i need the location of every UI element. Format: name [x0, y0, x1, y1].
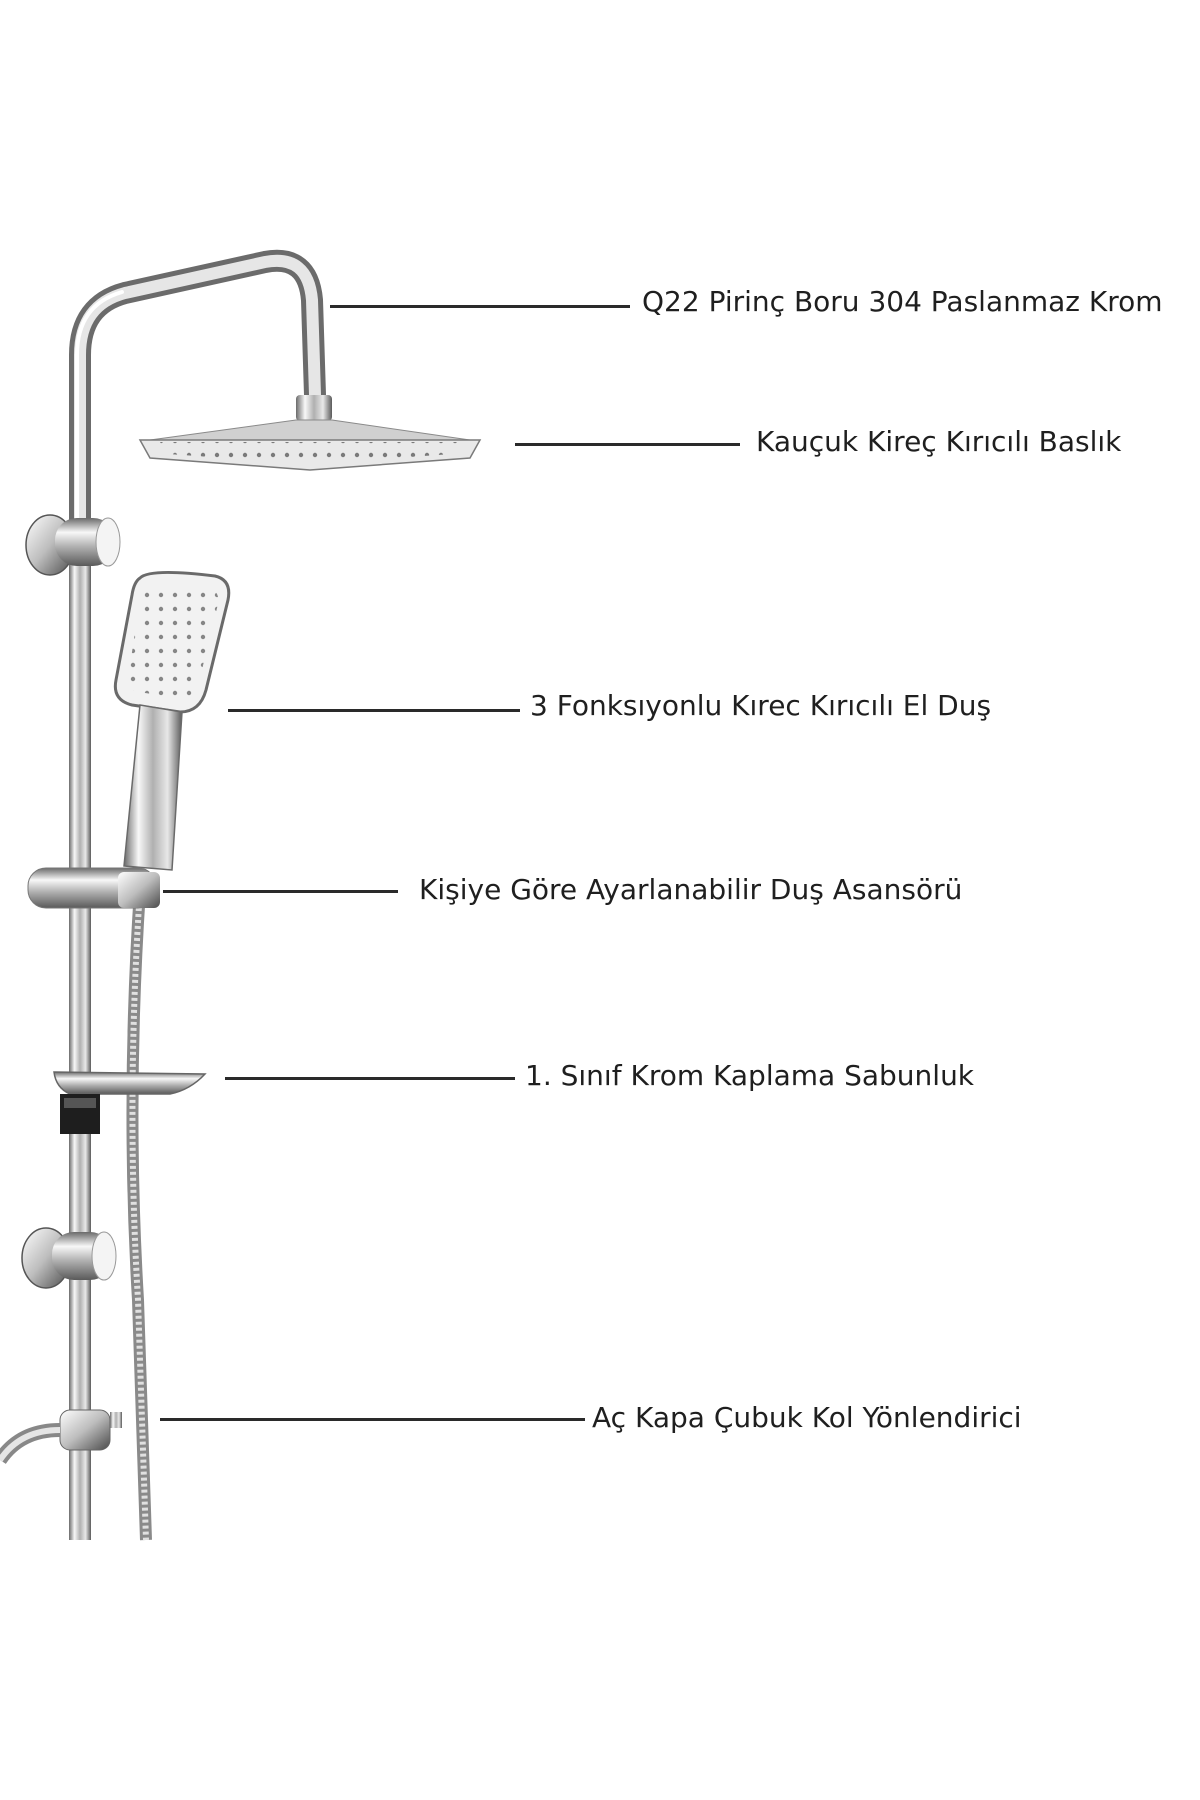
shower-hose-icon [132, 890, 146, 1540]
label-pipe: Q22 Pirinç Boru 304 Paslanmaz Krom [642, 285, 1163, 318]
label-slider: Kişiye Göre Ayarlanabilir Duş Asansörü [419, 873, 963, 906]
hand-shower-icon [115, 572, 228, 870]
wall-bracket-icon [22, 1228, 116, 1288]
leader-line-hand [228, 709, 520, 712]
label-head: Kauçuk Kireç Kırıcılı Baslık [756, 425, 1122, 458]
diverter-valve-icon [0, 1410, 122, 1460]
leader-line-slider [163, 890, 398, 893]
vertical-rail-icon [69, 520, 91, 1540]
label-diverter: Aç Kapa Çubuk Kol Yönlendirici [592, 1401, 1022, 1434]
leader-line-pipe [330, 305, 630, 308]
rain-shower-head-icon [140, 395, 480, 470]
leader-line-head [515, 443, 740, 446]
label-soap: 1. Sınıf Krom Kaplama Sabunluk [525, 1059, 975, 1092]
shower-slider-icon [28, 868, 160, 908]
leader-line-soap [225, 1077, 515, 1080]
leader-line-diverter [160, 1418, 585, 1421]
label-hand: 3 Fonksıyonlu Kırec Kırıcılı El Duş [530, 689, 992, 722]
brass-pipe-icon [77, 261, 315, 520]
